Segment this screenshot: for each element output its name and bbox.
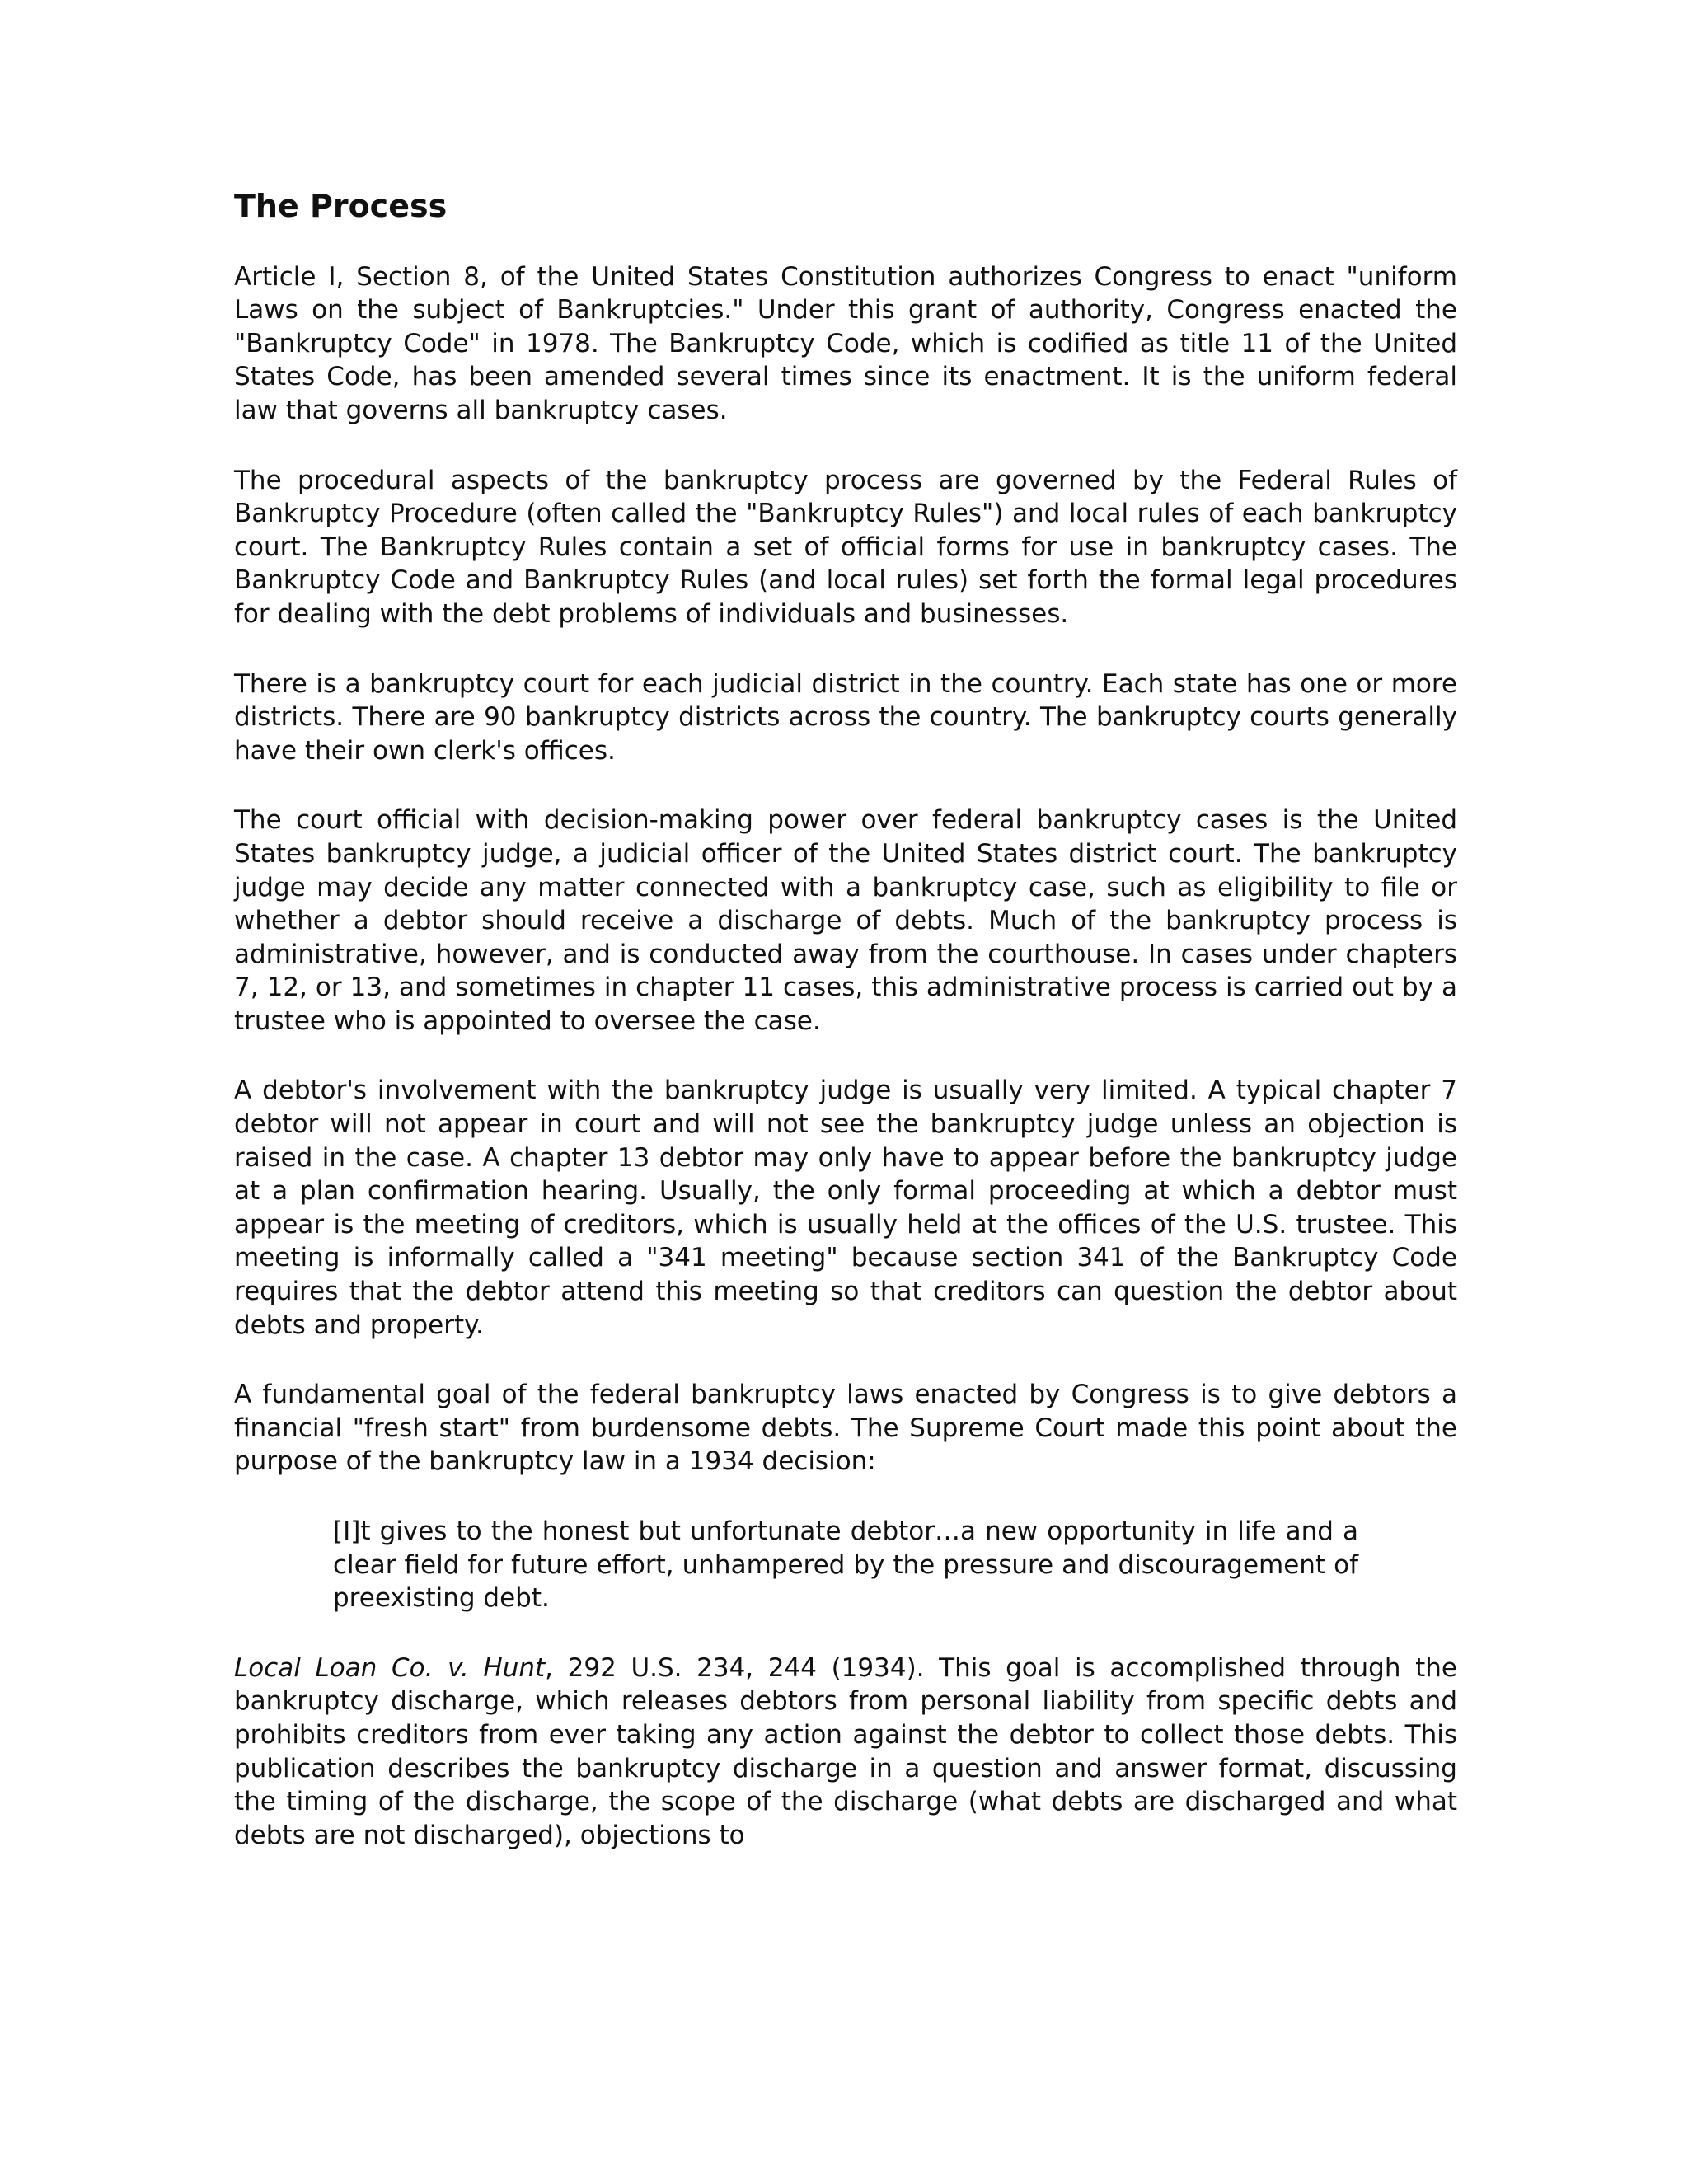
paragraph-debtor-involvement: A debtor's involvement with the bankruptcy judge is usually very limited. A typical chapter 7 debtor will not appear in court and will not see the bankruptcy judge unless an objection is raised in the case. A chapter 13 debtor may only have to appear before the bankruptcy judge at a plan confirmation hearing. Usually, the only formal proceeding at which a debtor must appear is the meeting of creditors, which is usually held at the offices of the U.S. trustee. This meeting is informally called a "341 meeting" because section 341 of the Bankruptcy Code requires that the debtor attend this meeting so that creditors can question the debtor about debts and property.: [234, 1076, 1457, 1340]
paragraph-bankruptcy-judge: The court official with decision-making power over federal bankruptcy cases is the United States bankruptcy judge, a judicial officer of the United States district court. The bankruptcy judge may decide any matter connected with a bankruptcy case, such as eligibility to file or whether a debtor should receive a discharge of debts. Much of the bankruptcy process is administrative, however, and is conducted away from the courthouse. In cases under chapters 7, 12, or 13, and sometimes in chapter 11 cases, this administrative process is carried out by a trustee who is appointed to oversee the case.: [234, 805, 1457, 1036]
page-title: The Process: [234, 188, 448, 224]
block-quote: [I]t gives to the honest but unfortunate debtor…a new opportunity in life and a clear field for future effort, unhampered by the pressure and discouragement of preexisting debt.: [333, 1516, 1358, 1614]
paragraph-procedural-rules: The procedural aspects of the bankruptcy process are governed by the Federal Rules of Bankruptcy Procedure (often called the "Bankruptcy Rules") and local rules of each bankruptcy court. The Bankruptcy Rules contain a set of official forms for use in bankruptcy cases. The Bankruptcy Code and Bankruptcy Rules (and local rules) set forth the formal legal procedures for dealing with the debt problems of individuals and businesses.: [234, 465, 1457, 629]
paragraph-discharge-text: , 292 U.S. 234, 244 (1934). This goal is accomplished through the bankruptcy discharge, which releases debtors from personal liability from specific debts and prohibits creditors from ever taking any action against the debtor to collect those debts. This publication describes the bankruptcy discharge in a question and answer format, discussing the timing of the discharge, the scope of the discharge (what debts are discharged and what debts are not discharged), objections to: [234, 1652, 1457, 1850]
paragraph-fresh-start: A fundamental goal of the federal bankruptcy laws enacted by Congress is to give debtors a financial "fresh start" from burdensome debts. The Supreme Court made this point about the purpose of the bankruptcy law in a 1934 decision:: [234, 1380, 1457, 1477]
paragraph-constitution: Article I, Section 8, of the United States Constitution authorizes Congress to enact "uniform Laws on the subject of Bankruptcies." Under this grant of authority, Congress enacted the "Bankruptcy Code" in 1978. The Bankruptcy Code, which is codified as title 11 of the United States Code, has been amended several times since its enactment. It is the uniform federal law that governs all bankruptcy cases.: [234, 261, 1457, 425]
paragraph-discharge: [234, 1652, 1457, 1853]
document-page: [234, 188, 1457, 1888]
paragraph-bankruptcy-courts: There is a bankruptcy court for each judicial district in the country. Each state has one or more districts. There are 90 bankruptcy districts across the country. The bankruptcy courts generally have their own clerk's offices.: [234, 668, 1457, 766]
case-citation-name: Local Loan Co. v. Hunt: [234, 1652, 546, 1683]
